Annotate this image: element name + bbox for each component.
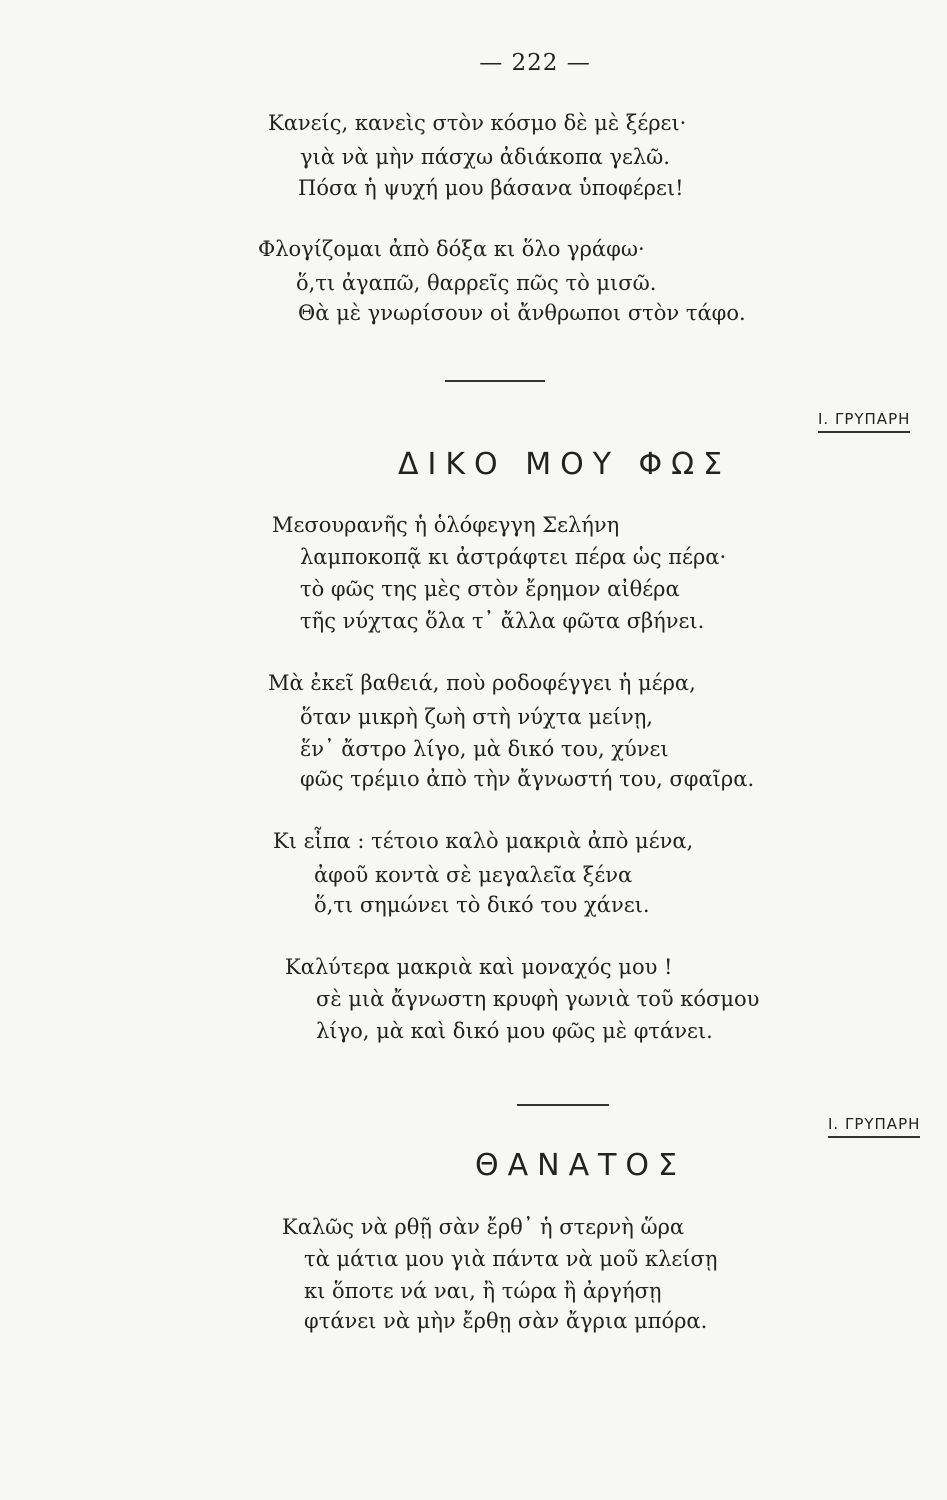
section-divider — [445, 380, 545, 382]
poem-line: γιὰ νὰ μὴν πάσχω ἀδιάκοπα γελῶ. — [300, 145, 670, 169]
poem-line: λαμποκοπᾷ κι ἀστράφτει πέρα ὡς πέρα· — [300, 545, 727, 569]
poem-line: Μεσουρανῆς ἡ ὁλόφεγγη Σελήνη — [272, 513, 620, 537]
poem-line: τῆς νύχτας ὅλα τ᾽ ἄλλα φῶτα σβήνει. — [300, 609, 705, 633]
poem-line: Φλογίζομαι ἀπὸ δόξα κι ὅλο γράφω· — [258, 237, 645, 261]
poem-line: Κανείς, κανεὶς στὸν κόσμο δὲ μὲ ξέρει· — [268, 111, 687, 135]
poem-line: Μὰ ἐκεῖ βαθειά, ποὺ ροδοφέγγει ἡ μέρα, — [268, 671, 696, 695]
poem-line: λίγο, μὰ καὶ δικό μου φῶς μὲ φτάνει. — [316, 1019, 713, 1043]
poem-line: Κι εἶπα : τέτοιο καλὸ μακριὰ ἀπὸ μένα, — [273, 829, 694, 853]
poem-line: ὅ,τι σημώνει τὸ δικό του χάνει. — [314, 893, 650, 917]
poem-line: ἕν᾽ ἄστρο λίγο, μὰ δικό του, χύνει — [300, 737, 669, 761]
poem-line: ὅταν μικρὴ ζωὴ στὴ νύχτα μείνῃ, — [300, 705, 653, 729]
poem-line: Καλῶς νὰ ρθῇ σὰν ἔρθ᾽ ἡ στερνὴ ὥρα — [282, 1215, 685, 1239]
poem-line: Πόσα ἡ ψυχή μου βάσανα ὑποφέρει! — [298, 176, 684, 200]
poem-title: ΔΙΚΟ ΜΟΥ ΦΩΣ — [398, 447, 732, 482]
author-signature: Ι. ΓΡΥΠΑΡΗ — [828, 1115, 920, 1138]
poem-line: Καλύτερα μακριὰ καὶ μοναχός μου ! — [285, 955, 673, 979]
poem-line: τὰ μάτια μου γιὰ πάντα νὰ μοῦ κλείσῃ — [304, 1247, 718, 1271]
section-divider — [517, 1104, 609, 1106]
poem-line: Θὰ μὲ γνωρίσουν οἱ ἄνθρωποι στὸν τάφο. — [298, 301, 746, 325]
author-signature: Ι. ΓΡΥΠΑΡΗ — [818, 410, 910, 433]
poem-line: τὸ φῶς της μὲς στὸν ἔρημον αἰθέρα — [300, 577, 680, 601]
poem-title: ΘΑΝΑΤΟΣ — [475, 1148, 686, 1183]
poem-line: κι ὅποτε νά ναι, ἢ τώρα ἢ ἀργήσῃ — [304, 1279, 662, 1303]
poem-line: φῶς τρέμιο ἀπὸ τὴν ἄγνωστή του, σφαῖρα. — [300, 767, 755, 791]
poem-line: σὲ μιὰ ἄγνωστη κρυφὴ γωνιὰ τοῦ κόσμου — [316, 987, 760, 1011]
poem-line: φτάνει νὰ μὴν ἔρθῃ σὰν ἄγρια μπόρα. — [304, 1309, 708, 1333]
poem-line: ὅ,τι ἀγαπῶ, θαρρεῖς πῶς τὸ μισῶ. — [296, 271, 657, 295]
page-number: — 222 — — [479, 50, 591, 76]
poem-line: ἀφοῦ κοντὰ σὲ μεγαλεῖα ξένα — [314, 863, 633, 887]
